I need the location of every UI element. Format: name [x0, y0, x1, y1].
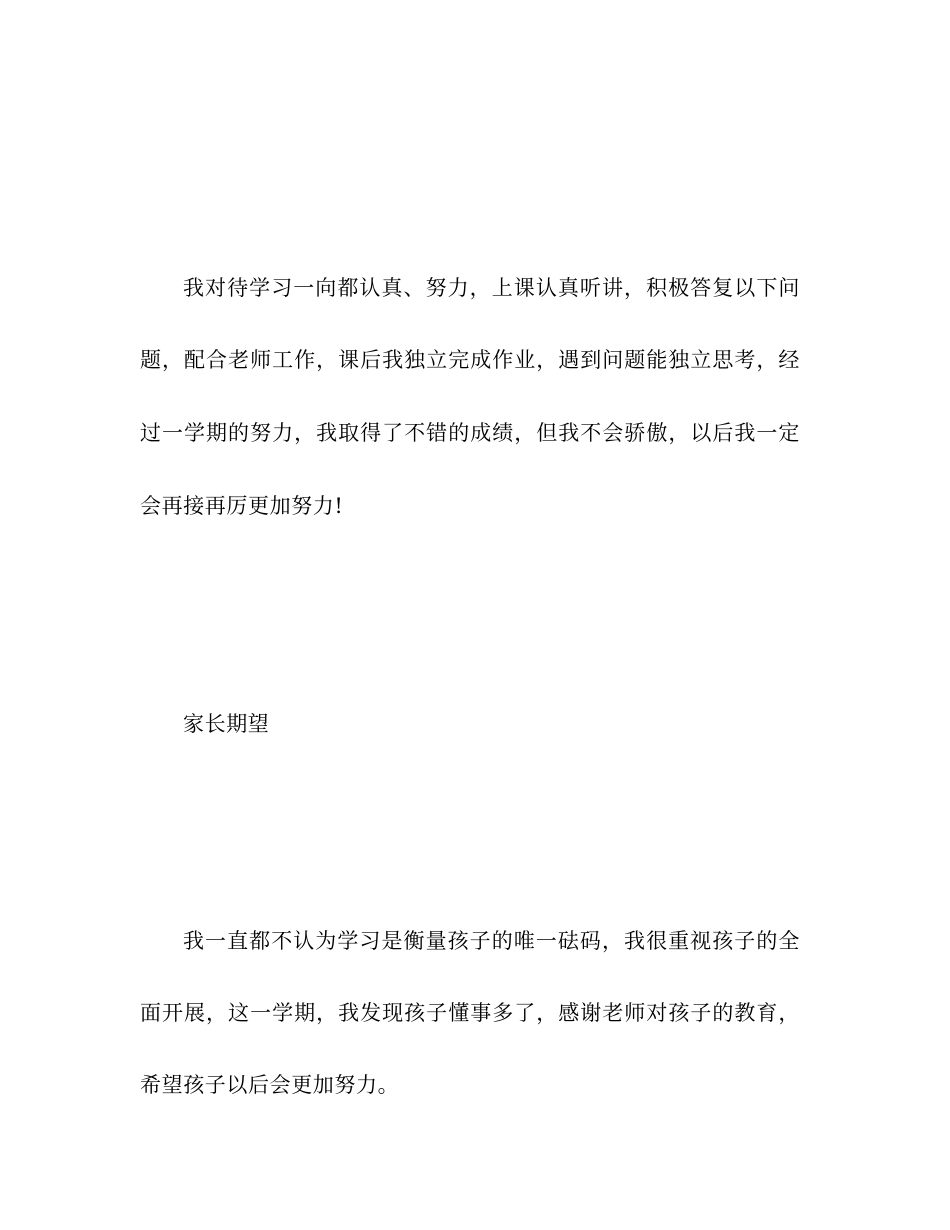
paragraph-line: 我对待学习一向都认真、努力，上课认真听讲，积极答复以下问 — [183, 276, 800, 300]
paragraph-line: 面开展，这一学期，我发现孩子懂事多了，感谢老师对孩子的教育， — [140, 1001, 800, 1025]
section-heading-parent-expectation: 家长期望 — [183, 712, 270, 736]
paragraph-line: 希望孩子以后会更加努力。 — [140, 1073, 400, 1097]
paragraph-line: 过一学期的努力，我取得了不错的成绩，但我不会骄傲，以后我一定 — [140, 421, 800, 445]
paragraph-line: 题，配合老师工作，课后我独立完成作业，遇到问题能独立思考，经 — [140, 348, 800, 372]
paragraph-line: 会再接再厉更加努力! — [140, 494, 344, 518]
paragraph-line: 我一直都不认为学习是衡量孩子的唯一砝码，我很重视孩子的全 — [183, 929, 800, 953]
